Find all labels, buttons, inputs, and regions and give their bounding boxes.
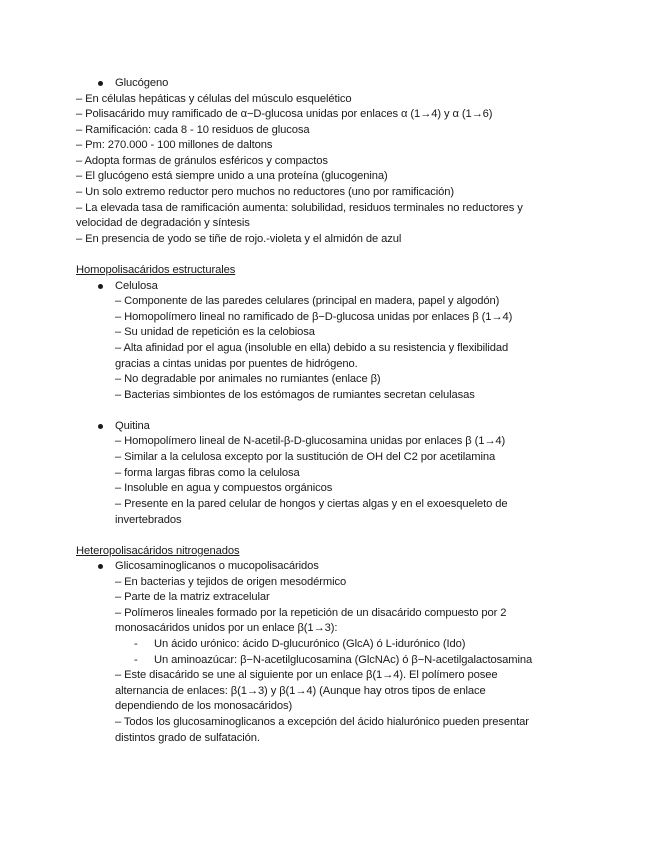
gag-line: – Este disacárido se une al siguiente por un enlace β(1→4). El polímero posee bbox=[115, 669, 498, 681]
glucogeno-line: – Un solo extremo reductor pero muchos no reductores (uno por ramificación) bbox=[76, 186, 455, 198]
gag-line: – Polímeros lineales formado por la repetición de un disacárido compuesto por 2 bbox=[115, 607, 507, 619]
celulosa-line: – Alta afinidad por el agua (insoluble en ella) debido a su resistencia y flexibilidad bbox=[115, 342, 509, 354]
gag-line: alternancia de enlaces: β(1→3) y β(1→4) (Aunque hay otros tipos de enlace bbox=[115, 685, 486, 697]
item-title-glicosaminoglicanos: Glicosaminoglicanos o mucopolisacáridos bbox=[115, 560, 319, 572]
gag-line: – Todos los glucosaminoglicanos a excepción del ácido hialurónico pueden presentar bbox=[115, 716, 529, 728]
celulosa-line: – No degradable por animales no rumiantes (enlace β) bbox=[115, 373, 381, 385]
gag-line: – Parte de la matriz extracelular bbox=[115, 591, 270, 603]
quitina-line: invertebrados bbox=[115, 514, 182, 526]
glucogeno-line: – Ramificación: cada 8 - 10 residuos de glucosa bbox=[76, 124, 310, 136]
bullet-quitina bbox=[98, 424, 103, 429]
glucogeno-line: – En presencia de yodo se tiñe de rojo.-violeta y el almidón de azul bbox=[76, 233, 402, 245]
celulosa-line: – Homopolímero lineal no ramificado de β−D-glucosa unidas por enlaces β (1→4) bbox=[115, 311, 513, 323]
gag-subitem: Un aminoazúcar: β−N-acetilglucosamina (GlcNAc) ó β−N-acetilgalactosamina bbox=[154, 654, 533, 666]
glucogeno-line: – Adopta formas de gránulos esféricos y compactos bbox=[76, 155, 328, 167]
gag-line: – En bacterias y tejidos de origen mesodérmico bbox=[115, 576, 347, 588]
quitina-line: – Similar a la celulosa excepto por la sustitución de OH del C2 por acetilamina bbox=[115, 451, 496, 463]
quitina-line: – forma largas fibras como la celulosa bbox=[115, 467, 300, 479]
celulosa-line: gracias a cintas unidas por puentes de hidrógeno. bbox=[115, 358, 358, 370]
section-heading-homopolisacaridos: Homopolisacáridos estructurales bbox=[76, 264, 236, 276]
glucogeno-line: velocidad de degradación y síntesis bbox=[76, 217, 250, 229]
glucogeno-line: – Pm: 270.000 - 100 millones de daltons bbox=[76, 139, 273, 151]
bullet-celulosa bbox=[98, 284, 103, 289]
gag-line: distintos grado de sulfatación. bbox=[115, 732, 260, 744]
subitem-dash: - bbox=[134, 654, 138, 666]
section-heading-heteropolisacaridos: Heteropolisacáridos nitrogenados bbox=[76, 545, 240, 557]
gag-line: dependiendo de los monosacáridos) bbox=[115, 700, 293, 712]
quitina-line: – Insoluble en agua y compuestos orgánicos bbox=[115, 482, 333, 494]
glucogeno-line: – La elevada tasa de ramificación aumenta: solubilidad, residuos terminales no reductores y bbox=[76, 202, 523, 214]
item-title-glucogeno: Glucógeno bbox=[115, 77, 169, 89]
glucogeno-line: – Polisacárido muy ramificado de α−D-glucosa unidas por enlaces α (1→4) y α (1→6) bbox=[76, 108, 493, 120]
item-title-quitina: Quitina bbox=[115, 420, 150, 432]
item-title-celulosa: Celulosa bbox=[115, 280, 158, 292]
quitina-line: – Homopolímero lineal de N-acetil-β-D-glucosamina unidas por enlaces β (1→4) bbox=[115, 435, 506, 447]
subitem-dash: - bbox=[134, 638, 138, 650]
gag-subitem: Un ácido urónico: ácido D-glucurónico (GlcA) ó L-idurónico (Ido) bbox=[154, 638, 466, 650]
quitina-line: – Presente en la pared celular de hongos y ciertas algas y en el exoesqueleto de bbox=[115, 498, 508, 510]
celulosa-line: – Bacterias simbiontes de los estómagos de rumiantes secretan celulasas bbox=[115, 389, 475, 401]
bullet-glucogeno bbox=[98, 81, 103, 86]
bullet-glicosaminoglicanos bbox=[98, 564, 103, 569]
glucogeno-line: – En células hepáticas y células del músculo esquelético bbox=[76, 93, 352, 105]
gag-line: monosacáridos unidos por un enlace β(1→3): bbox=[115, 622, 338, 634]
celulosa-line: – Componente de las paredes celulares (principal en madera, papel y algodón) bbox=[115, 295, 500, 307]
glucogeno-line: – El glucógeno está siempre unido a una proteína (glucogenina) bbox=[76, 170, 388, 182]
celulosa-line: – Su unidad de repetición es la celobiosa bbox=[115, 326, 315, 338]
